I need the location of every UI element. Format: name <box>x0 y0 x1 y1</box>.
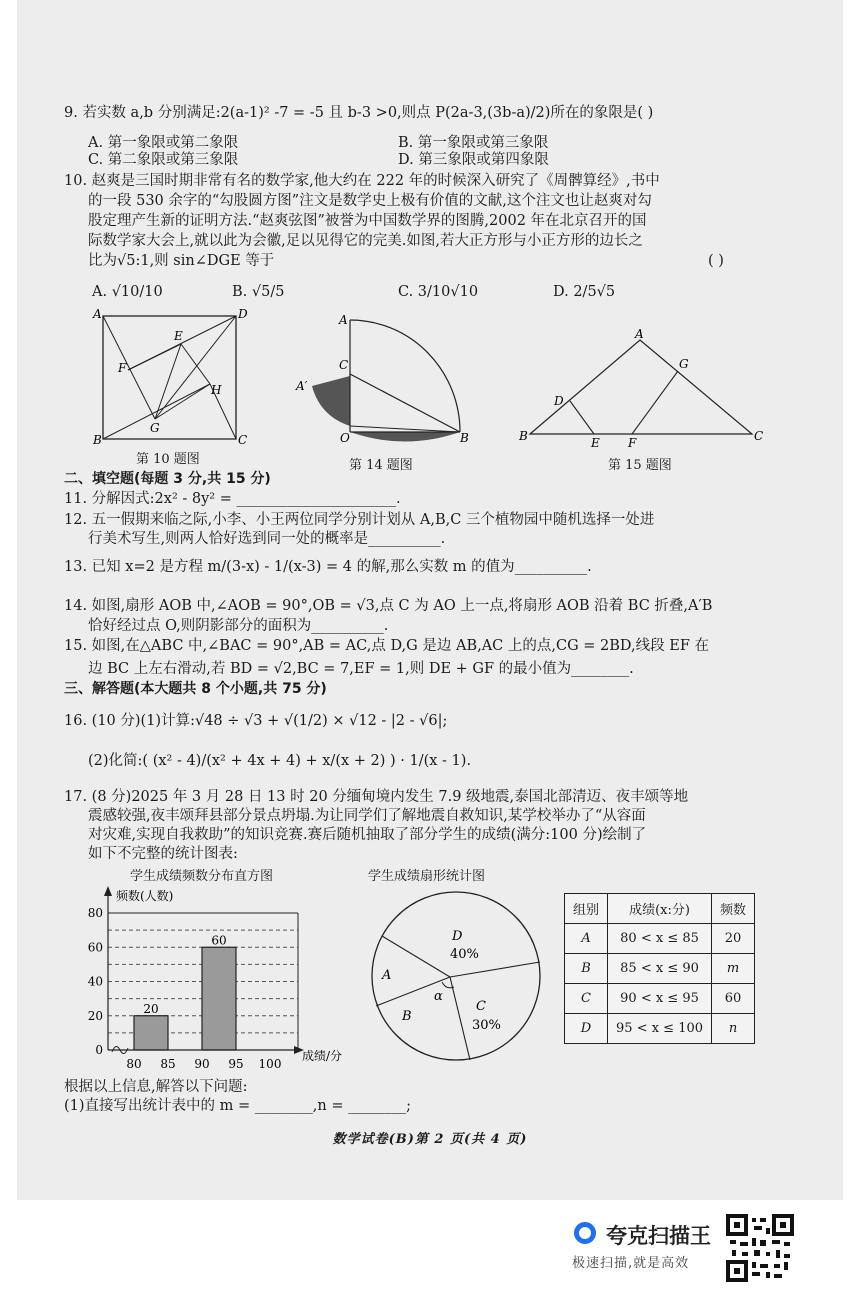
fig15-label-g: G <box>679 357 689 371</box>
pie-alpha-label: α <box>434 989 443 1004</box>
q10-bracket: ( ) <box>708 253 724 269</box>
q17-line3: 对灾难,实现自我救助”的知识竞赛.赛后随机抽取了部分学生的成绩(满分:100 分)绘制了 <box>88 827 647 843</box>
histogram-y-tick-label: 0 <box>95 1043 103 1057</box>
pie-label-a: A <box>382 968 392 983</box>
q10-line3: 股定理产生新的证明方法.“赵爽弦图”被誉为中国数学界的图腾,2002 年在北京召开的国 <box>88 213 647 229</box>
stats-table <box>564 893 755 1044</box>
section3-title: 三、解答题(本大题共 8 个小题,共 75 分) <box>64 681 327 697</box>
pie-label-d: D <box>452 929 463 944</box>
table-row <box>565 1014 755 1044</box>
scanner-brand <box>572 1214 732 1274</box>
histogram-title: 学生成绩频数分布直方图 <box>130 869 274 884</box>
q10-option-d: D. 2/5√5 <box>553 284 616 300</box>
histogram-x-tick-label: 90 <box>194 1057 210 1071</box>
fig14-label-b: B <box>460 431 469 445</box>
brand-name: 夸克扫描王 <box>606 1224 711 1248</box>
q15-line2: 边 BC 上左右滑动,若 BD = √2,BC = 7,EF = 1,则 DE + GF 的最小值为________. <box>88 661 634 677</box>
fig10-label-e: E <box>174 329 183 343</box>
fig10-label-d: D <box>238 308 248 321</box>
qr-code-icon <box>726 1214 794 1282</box>
pie-chart <box>368 884 548 1064</box>
fig10-label-h: H <box>211 383 222 397</box>
pie-divider-dc <box>450 962 540 977</box>
table-cell-range: 90 < x ≤ 95 <box>608 984 712 1014</box>
table-row <box>565 924 755 954</box>
histogram-chart <box>80 882 360 1074</box>
q15-line1: 15. 如图,在△ABC 中,∠BAC = 90°,AB = AC,点 D,G 是边 AB,AC 上的点,CG = 2BD,线段 EF 在 <box>64 638 709 654</box>
q10-option-c: C. 3/10√10 <box>398 284 479 300</box>
histogram-y-tick-label: 80 <box>87 906 103 920</box>
histogram-bar-label: 20 <box>143 1001 159 1016</box>
q17-line1: 17. (8 分)2025 年 3 月 28 日 13 时 20 分缅甸境内发生 7.9 级地震,泰国北部清迈、夜丰颂等地 <box>64 789 689 805</box>
table-row <box>565 954 755 984</box>
fig10-label-f: F <box>118 361 127 375</box>
histogram-x-tick-label: 80 <box>126 1057 142 1071</box>
fig15-label-b: B <box>519 429 528 443</box>
table-header-score: 成绩(x:分) <box>608 894 712 924</box>
table-header-row <box>565 894 755 924</box>
histogram-x-tick-label: 95 <box>228 1057 244 1071</box>
brand-slogan: 极速扫描,就是高效 <box>572 1256 690 1271</box>
histogram-x-tick-label: 100 <box>258 1057 282 1071</box>
q17-followup: 根据以上信息,解答以下问题: <box>64 1079 248 1095</box>
q9-option-b: B. 第一象限或第三象限 <box>398 135 549 151</box>
fig14-label-o: O <box>340 431 350 445</box>
fig10-label-c: C <box>238 433 248 447</box>
table-cell-frequency: 60 <box>712 984 755 1014</box>
q12-line1: 12. 五一假期来临之际,小李、小王两位同学分别计划从 A,B,C 三个植物园中随机选择一处进 <box>64 512 655 528</box>
q10-line1: 10. 赵爽是三国时期非常有名的数学家,他大约在 222 年的时候深入研究了《周髀算经》,书中 <box>64 173 660 189</box>
q10-line2: 的一段 530 余字的“勾股圆方图”注文是数学史上极有价值的文献,这个注文也让赵爽对勾 <box>88 193 652 209</box>
fig10-label-b: B <box>93 433 102 447</box>
figure-15-caption: 第 15 题图 <box>608 458 672 473</box>
table-cell-group: A <box>565 924 608 954</box>
fig15-label-a: A <box>635 327 644 341</box>
pie-pct-d: 40% <box>450 947 479 962</box>
fig10-label-g: G <box>150 421 160 435</box>
table-header-group: 组别 <box>565 894 608 924</box>
q10-option-b: B. √5/5 <box>232 284 285 300</box>
fig15-label-d: D <box>554 394 564 408</box>
q13: 13. 已知 x=2 是方程 m/(3-x) - 1/(x-3) = 4 的解,那么实数 m 的值为__________. <box>64 559 592 575</box>
table-cell-group: D <box>565 1014 608 1044</box>
figure-10 <box>90 308 250 453</box>
figure-14-caption: 第 14 题图 <box>349 458 413 473</box>
q16-part1: 16. (10 分)(1)计算:√48 ÷ √3 + √(1/2) × √12 - |2 - √6|; <box>64 713 448 729</box>
table-header-frequency: 频数 <box>712 894 755 924</box>
pie-divider-bc <box>450 977 470 1060</box>
histogram-y-label: 频数(人数) <box>116 889 174 903</box>
q17-line4: 如下不完整的统计图表: <box>88 846 238 862</box>
fig14-label-a-prime: A′ <box>296 379 308 393</box>
q12-line2: 行美术写生,则两人恰好选到同一处的概率是__________. <box>88 531 446 547</box>
figure-15 <box>512 326 772 450</box>
q14-line2: 恰好经过点 O,则阴影部分的面积为__________. <box>88 618 389 634</box>
fig14-label-c: C <box>339 358 349 372</box>
fig15-label-f: F <box>628 436 637 450</box>
q17-subquestion-1: (1)直接写出统计表中的 m = ________,n = ________; <box>64 1098 411 1114</box>
fig14-label-a: A <box>339 313 348 327</box>
table-cell-frequency: n <box>712 1014 755 1044</box>
pie-pct-c: 30% <box>472 1018 501 1033</box>
table-row <box>565 984 755 1014</box>
table-cell-range: 95 < x ≤ 100 <box>608 1014 712 1044</box>
q10-option-a: A. √10/10 <box>92 284 163 300</box>
q10-line5: 比为√5:1,则 sin∠DGE 等于 <box>88 253 275 269</box>
q17-line2: 震感较强,夜丰颂拜县部分景点坍塌.为让同学们了解地震自救知识,某学校举办了“从容面 <box>88 808 646 824</box>
fig15-label-e: E <box>591 436 600 450</box>
q9-option-c: C. 第二象限或第三象限 <box>88 152 239 168</box>
q11: 11. 分解因式:2x² - 8y² = ______________________. <box>64 491 401 507</box>
table-cell-range: 85 < x ≤ 90 <box>608 954 712 984</box>
section2-title: 二、填空题(每题 3 分,共 15 分) <box>64 471 271 487</box>
table-cell-range: 80 < x ≤ 85 <box>608 924 712 954</box>
q9-option-a: A. 第一象限或第二象限 <box>88 135 239 151</box>
fig10-label-a: A <box>93 308 102 321</box>
table-cell-group: C <box>565 984 608 1014</box>
histogram-bar-label: 60 <box>211 933 227 948</box>
quark-logo-icon <box>574 1222 596 1244</box>
histogram-y-arrow <box>104 886 112 896</box>
histogram-x-tick-label: 85 <box>160 1057 176 1071</box>
q10-line4: 际数学家大会上,就以此为会徽,足以见得它的完美.如图,若大正方形与小正方形的边长之 <box>88 233 643 249</box>
histogram-bar <box>134 1016 168 1050</box>
q14-line1: 14. 如图,扇形 AOB 中,∠AOB = 90°,OB = √3,点 C 为 AO 上一点,将扇形 AOB 沿着 BC 折叠,A′B <box>64 598 713 614</box>
histogram-y-tick-label: 40 <box>87 974 103 989</box>
q9-option-d: D. 第三象限或第四象限 <box>398 152 549 168</box>
pie-divider-da <box>382 936 450 977</box>
table-cell-frequency: 20 <box>712 924 755 954</box>
pie-label-b: B <box>402 1009 412 1024</box>
histogram-y-tick-label: 60 <box>87 940 103 955</box>
q16-part2: (2)化简:( (x² - 4)/(x² + 4x + 4) + x/(x + 2) ) · 1/(x - 1). <box>88 753 472 769</box>
table-cell-group: B <box>565 954 608 984</box>
pie-title: 学生成绩扇形统计图 <box>368 869 486 884</box>
histogram-x-label: 成绩/分 <box>302 1049 343 1063</box>
pie-label-c: C <box>476 999 486 1014</box>
table-cell-frequency: m <box>712 954 755 984</box>
figure-10-caption: 第 10 题图 <box>136 452 200 467</box>
page-footer: 数学试卷(B)第 2 页(共 4 页) <box>332 1132 528 1147</box>
histogram-bar <box>202 947 236 1050</box>
q9-stem: 9. 若实数 a,b 分别满足:2(a-1)² -7 = -5 且 b-3 >0,则点 P(2a-3,(3b-a)/2)所在的象限是( ) <box>64 105 654 121</box>
histogram-y-tick-label: 20 <box>87 1008 103 1023</box>
fig15-label-c: C <box>754 429 764 443</box>
figure-14 <box>290 306 480 451</box>
